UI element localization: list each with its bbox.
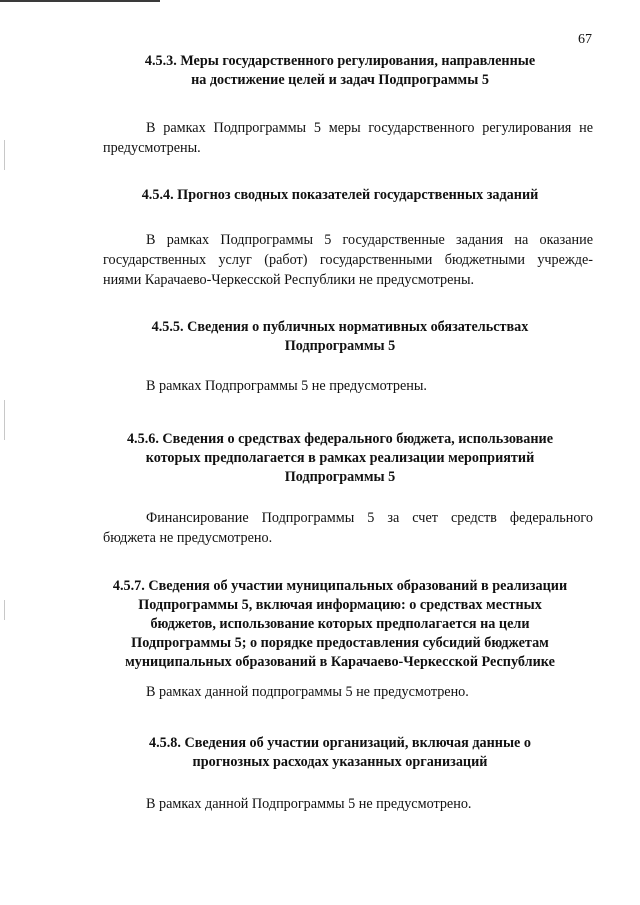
section-paragraph-4-5-8 <box>103 794 593 814</box>
heading-line: Подпрограммы 5; о порядке предоставления субсидий бюджетам <box>131 635 549 651</box>
heading-line: 4.5.6. Сведения о средствах федерального бюджета, использование <box>126 431 554 447</box>
heading-line: 4.5.4. Прогноз сводных показателей государственных заданий <box>141 187 539 203</box>
section-paragraph-4-5-7 <box>103 682 593 702</box>
heading-line: Подпрограммы 5 <box>284 469 396 485</box>
section-heading-4-5-5 <box>90 318 590 356</box>
heading-line: муниципальных образований в Карачаево-Черкесской Республике <box>125 654 555 670</box>
heading-line: 4.5.8. Сведения об участии организаций, включая данные о <box>149 735 531 751</box>
paragraph-line: Финансирование Подпрограммы 5 за счет средств федерального <box>146 510 593 526</box>
heading-line: бюджетов, использование которых предполагается на цели <box>150 616 530 632</box>
section-heading-4-5-4 <box>90 186 590 205</box>
paragraph-line: В рамках Подпрограммы 5 не предусмотрены. <box>146 378 427 394</box>
scan-mark <box>4 140 5 170</box>
paragraph-line: ниями Карачаево-Черкесской Республики не предусмотрены. <box>103 272 475 288</box>
section-paragraph-4-5-4 <box>103 230 593 290</box>
paragraph-line: В рамках Подпрограммы 5 государственные задания на оказание <box>146 232 593 248</box>
heading-line: 4.5.5. Сведения о публичных нормативных обязательствах <box>151 319 529 335</box>
paragraph-line: предусмотрены. <box>103 140 201 156</box>
section-heading-4-5-7 <box>90 577 590 672</box>
heading-line: 4.5.7. Сведения об участии муниципальных образований в реализации <box>112 578 568 594</box>
section-paragraph-4-5-5 <box>103 376 593 396</box>
heading-line: 4.5.3. Меры государственного регулирования, направленные <box>144 53 536 69</box>
section-heading-4-5-8 <box>90 734 590 772</box>
paragraph-line: В рамках данной Подпрограммы 5 не предусмотрено. <box>146 796 472 812</box>
heading-line: Подпрограммы 5 <box>284 338 396 354</box>
page-number: 67 <box>578 32 592 47</box>
paragraph-line: бюджета не предусмотрено. <box>103 530 273 546</box>
paragraph-line: государственных услуг (работ) государственными бюджетными учрежде- <box>103 252 593 268</box>
scan-mark <box>4 400 5 440</box>
section-heading-4-5-3 <box>90 52 590 90</box>
heading-line: Подпрограммы 5, включая информацию: о средствах местных <box>138 597 542 613</box>
top-rule <box>0 0 160 2</box>
section-paragraph-4-5-3 <box>103 118 593 158</box>
paragraph-line: В рамках данной подпрограммы 5 не предусмотрено. <box>146 684 469 700</box>
section-heading-4-5-6 <box>90 430 590 487</box>
heading-line: которых предполагается в рамках реализации мероприятий <box>145 450 535 466</box>
heading-line: на достижение целей и задач Подпрограммы 5 <box>191 72 489 88</box>
paragraph-line: В рамках Подпрограммы 5 меры государственного регулирования не <box>146 120 593 136</box>
scan-mark <box>4 600 5 620</box>
section-paragraph-4-5-6 <box>103 508 593 548</box>
heading-line: прогнозных расходах указанных организаций <box>192 754 488 770</box>
